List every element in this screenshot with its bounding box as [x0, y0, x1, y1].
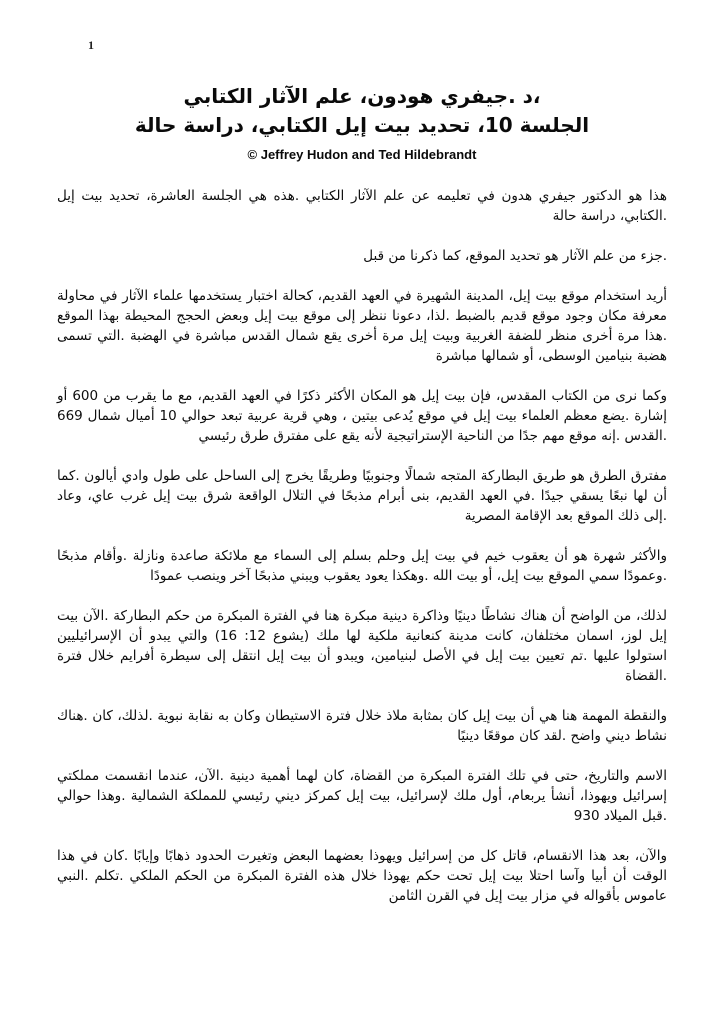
- paragraph-6: والأكثر شهرة هو أن يعقوب خيم في بيت إيل وحلم بسلم إلى السماء مع ملائكة صاعدة ونازلة .وأقام مذبحًا .وعمودًا سمي الموقع بيت إيل، أو بيت الله .وهكذا يعود يعقوب ويبني مذبحًا آخر وينصب عمودًا: [57, 548, 667, 584]
- document-header: [57, 82, 667, 162]
- page-number: 1: [88, 38, 94, 52]
- paragraph-7: لذلك، من الواضح أن هناك نشاطًا دينيًا وذاكرة دينية مبكرة هنا في الفترة المبكرة من حكم البطاركة .الآن بيت إيل لوز، اسمان مختلفان، كانت مدينة كنعانية ملكية لها ملك (يشوع 12: 16) والتي يبدو أن الإسرائيليين استولوا عليها .تم تعيين بيت إيل في الأصل لبنيامين، ويبدو أن بيت إيل انتقل إلى سيطرة أفرايم خلال فترة .القضاة: [57, 608, 668, 684]
- paragraph-3: أريد استخدام موقع بيت إيل، المدينة الشهيرة في العهد القديم، كحالة اختبار يستخدمها علماء الآثار في محاولة معرفة مكان وجود موقع قديم بالضبط .لذا، دعونا ننظر إلى موقع بيت إيل وبعض الحجج المحيطة بهذا الموقع .هذا مرة أخرى منظر للضفة الغربية وبيت إيل مرة أخرى يقع شمال القدس مباشرة في الهضبة .التي تسمى هضبة بنيامين الوسطى، أو شمالها مباشرة: [57, 288, 667, 364]
- paragraph-2: .جزء من علم الآثار هو تحديد الموقع، كما ذكرنا من قبل: [363, 248, 667, 264]
- paragraph-5: مفترق الطرق هو طريق البطاركة المتجه شمالًا وجنوبيًا وطريقًا يخرج إلى الساحل على طول وادي أيالون .كما أن لها نبعًا يسقي جيدًا .في العهد القديم، بنى أبرام مذبحًا في التلال الواقعة شرق بيت إيل غرب عاي، وعاد .إلى ذلك الموقع بعد الإقامة المصرية: [57, 468, 667, 524]
- paragraph-8: والنقطة المهمة هنا هي أن بيت إيل كان بمثابة ملاذ خلال فترة الاستيطان وكان به نقابة نبوية .لذلك، كان .هناك نشاط ديني واضح .لقد كان موقعًا دينيًا: [57, 708, 667, 744]
- paragraph-10: والآن، بعد هذا الانقسام، قاتل كل من إسرائيل ويهوذا بعضهما البعض وتغيرت الحدود ذهابًا وإيابًا .كان في هذا الوقت أن أبيا وآسا احتلا بيت إيل تحت حكم يهوذا خلال هذه الفترة المبكرة من الحكم الملكي .تكلم .النبي عاموس بأقواله في مزار بيت إيل في القرن الثامن: [57, 848, 667, 904]
- copyright-line: © Jeffrey Hudon and Ted Hildebrandt: [247, 147, 477, 162]
- title-line-2: الجلسة 10، تحديد بيت إيل الكتابي، دراسة حالة: [134, 113, 590, 137]
- document-body: [57, 186, 667, 906]
- paragraph-1: هذا هو الدكتور جيفري هدون في تعليمه عن علم الآثار الكتابي .هذه هي الجلسة العاشرة، تحديد بيت إيل .الكتابي، دراسة حالة: [57, 188, 667, 224]
- paragraph-9: الاسم والتاريخ، حتى في تلك الفترة المبكرة من القضاة، كان لهما أهمية دينية .الآن، عندما انقسمت مملكتي إسرائيل ويهوذا، أنشأ يربعام، أول ملك لإسرائيل، بيت إيل كمركز ديني رئيسي للمملكة الشمالية .وهذا حوالي .قبل الميلاد 930: [57, 768, 667, 824]
- title-line-1: ،د .جيفري هودون، علم الآثار الكتابي: [183, 84, 541, 108]
- paragraph-4: وكما نرى من الكتاب المقدس، فإن بيت إيل هو المكان الأكثر ذكرًا في العهد القديم، مع ما يقرب من 600 أو إشارة .يضع معظم العلماء بيت إيل في موقع يُدعى بيتين ، وهي قرية عربية تبعد حوالي 10 أميال شمال 669 .القدس .إنه موقع مهم جدًا من الناحية الإستراتيجية لأنه يقع على مفترق طرق رئيسي: [57, 388, 667, 444]
